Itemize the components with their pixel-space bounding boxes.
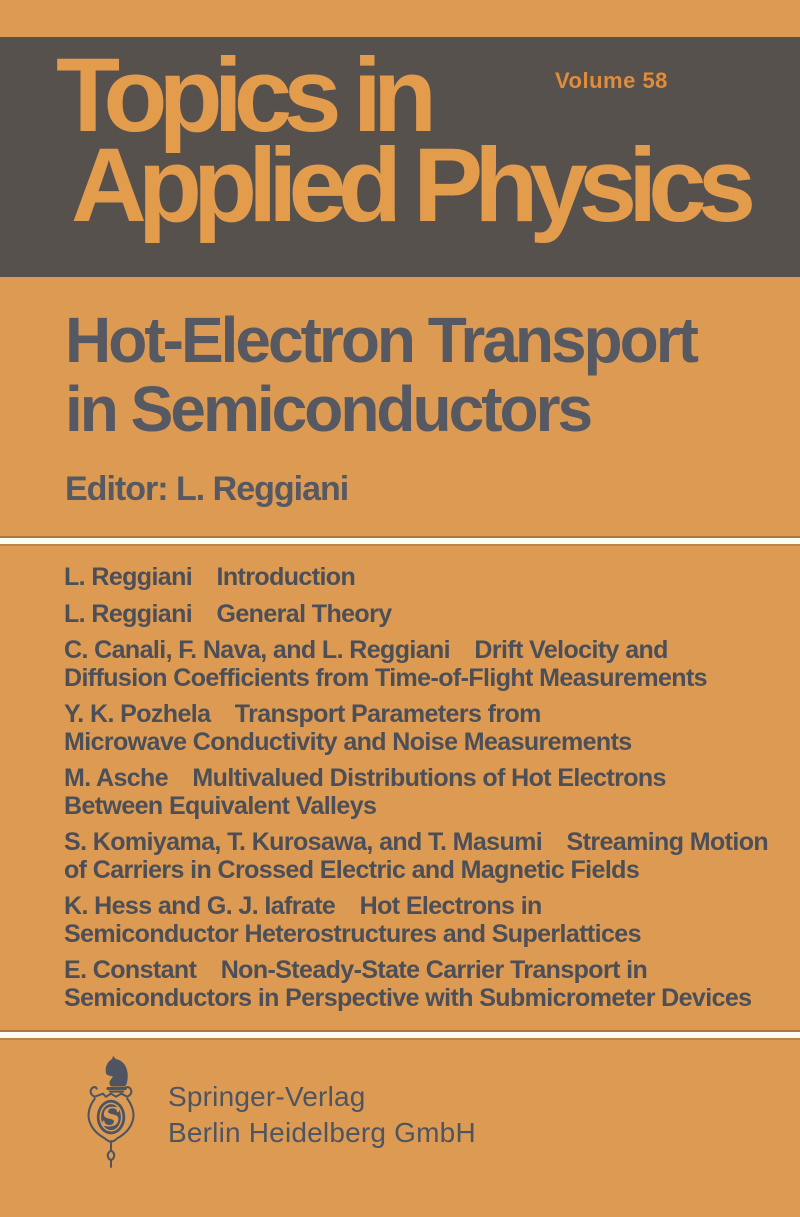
toc-entry: C. Canali, F. Nava, and L. Reggiani Drift Velocity and Diffusion Coefficients from Time-of-Flight Measurements (64, 636, 707, 692)
toc-list (64, 563, 769, 1021)
toc-entry: M. Asche Multivalued Distributions of Hot Electrons Between Equivalent Valleys (64, 764, 666, 820)
publisher-location: Berlin Heidelberg GmbH (168, 1117, 476, 1148)
series-title-line1: Topics in (56, 37, 429, 154)
book-title (65, 306, 696, 444)
divider-shadow-line (0, 1030, 800, 1032)
toc-entry: Y. K. Pozhela Transport Parameters from Microwave Conductivity and Noise Measurements (64, 700, 632, 756)
series-band (0, 37, 800, 277)
book-title-line2: in Semiconductors (65, 373, 591, 445)
series-title-line2: Applied Physics (71, 127, 748, 244)
toc-entry: L. Reggiani General Theory (64, 599, 392, 628)
knight-head-shape (106, 1056, 128, 1087)
toc-entry: L. Reggiani Introduction (64, 563, 356, 591)
divider-top (0, 536, 800, 546)
publisher-name: Springer-Verlag (168, 1081, 366, 1112)
editor-line: Editor: L. Reggiani (65, 470, 349, 508)
springer-monogram: S (101, 1102, 121, 1134)
divider-shadow-line (0, 536, 800, 538)
divider-bottom (0, 1030, 800, 1040)
toc-entry: K. Hess and G. J. Iafrate Hot Electrons in Semiconductor Heterostructures and Superlattices (64, 892, 641, 948)
book-title-line1: Hot-Electron Transport (65, 304, 696, 376)
springer-knight-crest-icon (82, 1055, 140, 1171)
toc-entry: S. Komiyama, T. Kurosawa, and T. Masumi Streaming Motion of Carriers in Crossed Electric and Magnetic Fields (64, 828, 769, 884)
divider-shadow-line (0, 1038, 800, 1040)
publisher-block (168, 1079, 476, 1151)
divider-shadow-line (0, 544, 800, 546)
volume-label: Volume 58 (555, 68, 668, 93)
toc-entry: E. Constant Non-Steady-State Carrier Transport in Semiconductors in Perspective with Submicrometer Devices (64, 956, 752, 1012)
